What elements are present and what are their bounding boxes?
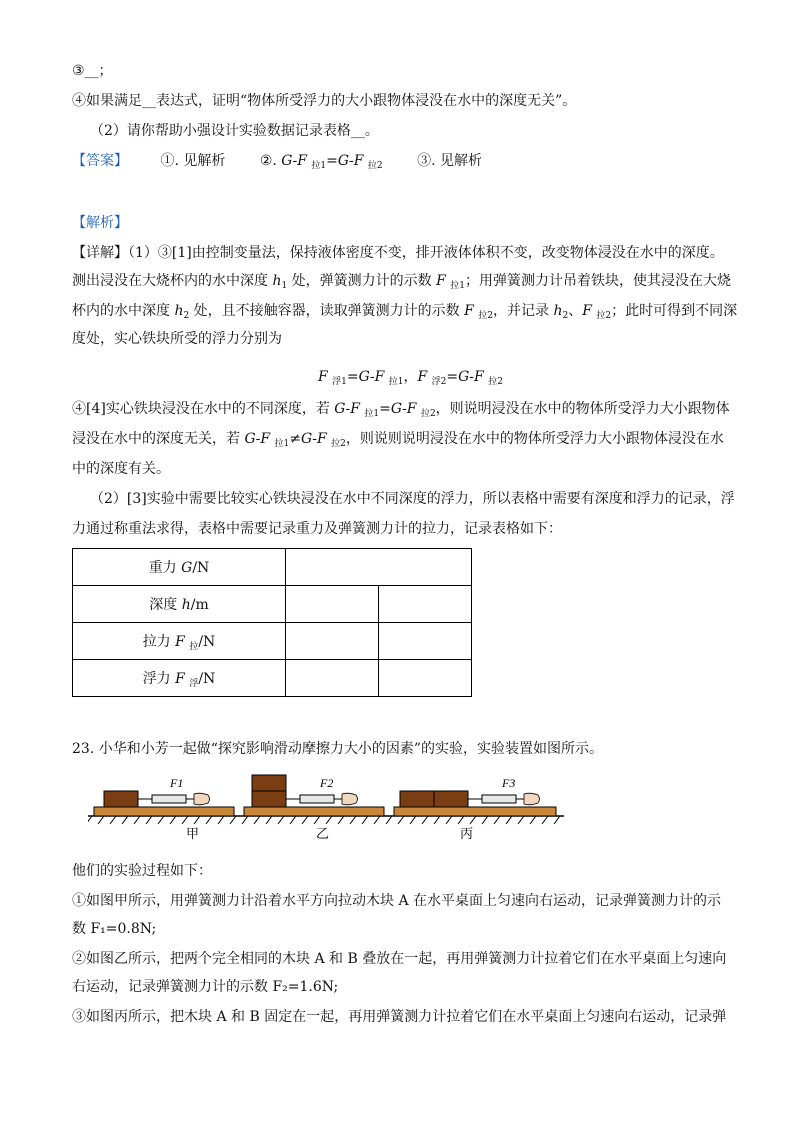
record-table bbox=[72, 548, 472, 697]
table-row bbox=[73, 660, 472, 697]
answer-tag: 【答案】 bbox=[72, 153, 128, 169]
block-a-jia bbox=[104, 791, 138, 807]
friction-experiment-figure bbox=[88, 772, 564, 842]
row-label-depth: 深度 h/m bbox=[73, 586, 286, 623]
detail-line-10: 力通过称重法求得，表格中需要记录重力及弹簧测力计的拉力，记录表格如下： bbox=[72, 521, 562, 537]
label-f1: F1 bbox=[170, 776, 184, 790]
label-f2: F2 bbox=[320, 776, 334, 790]
label-f3: F3 bbox=[502, 776, 516, 790]
table-row bbox=[73, 623, 472, 660]
label-jia: 甲 bbox=[186, 827, 200, 842]
table-cell bbox=[286, 586, 379, 623]
analysis-tag: 【解析】 bbox=[72, 215, 128, 231]
detail-line-1: 【详解】（1）③[1]由控制变量法，保持液体密度不变，排开液体体积不变，改变物体浸没在水中的深度。 bbox=[72, 245, 724, 261]
row-label-buoyancy: 浮力 F $_浮$/N bbox=[73, 660, 286, 697]
question-23: 23. 小华和小芳一起做“探究影响滑动摩擦力大小的因素”的实验，实验装置如图所示。 bbox=[72, 741, 604, 757]
hand-icon bbox=[342, 793, 358, 805]
process-step-2: ②如图乙所示，把两个完全相同的木块 A 和 B 叠放在一起，再用弹簧测力计拉着它们在水平桌面上匀速向 bbox=[72, 951, 727, 967]
label-bing: 丙 bbox=[460, 827, 474, 842]
detail-line-3: 杯内的水中深度 $h_2$ 处，且不接触容器，读取弹簧测力计的示数 F $_{拉2}$，并记录 $h_2$、F $_{拉2}$；此时可得到不同深 bbox=[72, 303, 738, 321]
process-step-1-cont: 数 F₁=0.8N; bbox=[72, 921, 157, 937]
spring-scale-jia bbox=[152, 795, 186, 803]
answer-1: ①. 见解析 bbox=[160, 153, 226, 169]
table-surface bbox=[88, 816, 564, 824]
answer-2: ②. G-F $_{拉1}$=G-F $_{拉2}$ bbox=[259, 153, 383, 171]
buoyancy-formula: F $_{浮1}$=G-F $_{拉1}$，F $_{浮2}$=G-F $_{拉2}$ bbox=[318, 369, 503, 387]
process-step-2-cont: 右运动，记录弹簧测力计的示数 F₂=1.6N; bbox=[72, 979, 339, 995]
board-jia bbox=[94, 807, 234, 816]
table-cell bbox=[379, 623, 472, 660]
spring-scale-bing bbox=[482, 795, 516, 803]
table-row bbox=[73, 549, 472, 586]
board-yi bbox=[244, 807, 384, 816]
board-bing bbox=[394, 807, 556, 816]
detail-line-2: 测出浸没在大烧杯内的水中深度 $h_1$ 处，弹簧测力计的示数 F $_{拉1}$；用弹簧测力计吊着铁块，使其浸没在大烧 bbox=[72, 273, 732, 291]
table-cell bbox=[379, 586, 472, 623]
block-b-bing bbox=[434, 791, 468, 807]
label-yi: 乙 bbox=[316, 827, 330, 842]
table-cell bbox=[286, 660, 379, 697]
block-b-yi bbox=[252, 775, 286, 791]
line-blank-3: ③__； bbox=[72, 63, 113, 79]
block-a-yi bbox=[252, 791, 286, 807]
detail-line-6: ④[4]实心铁块浸没在水中的不同深度，若 G-F $_{拉1}$=G-F $_{拉2}$，则说明浸没在水中的物体所受浮力大小跟物体 bbox=[72, 401, 730, 419]
line-condition-4: ④如果满足__表达式，证明“物体所受浮力的大小跟物体浸没在水中的深度无关”。 bbox=[72, 93, 577, 109]
hand-icon bbox=[194, 793, 210, 805]
process-step-3: ③如图丙所示，把木块 A 和 B 固定在一起，再用弹簧测力计拉着它们在水平桌面上匀速向右运动，记录弹 bbox=[72, 1009, 727, 1025]
process-intro: 他们的实验过程如下： bbox=[72, 863, 212, 879]
detail-line-9: （2）[3]实验中需要比较实心铁块浸没在水中不同深度的浮力，所以表格中需要有深度和浮力的记录，浮 bbox=[90, 491, 735, 507]
line-question-2: （2）请你帮助小强设计实验数据记录表格__。 bbox=[90, 123, 379, 139]
table-cell bbox=[286, 549, 472, 586]
table-row bbox=[73, 586, 472, 623]
answer-3: ③. 见解析 bbox=[417, 153, 483, 169]
table-cell bbox=[286, 623, 379, 660]
detail-line-7: 浸没在水中的深度无关，若 G-F $_{拉1}$≠G-F $_{拉2}$，则说则说明浸没在水中的物体所受浮力大小跟物体浸没在水 bbox=[72, 431, 724, 449]
detail-line-4: 度处，实心铁块所受的浮力分别为 bbox=[72, 331, 282, 347]
hand-icon bbox=[524, 793, 540, 805]
row-label-gravity: 重力 G/N bbox=[73, 549, 286, 586]
process-step-1: ①如图甲所示，用弹簧测力计沿着水平方向拉动木块 A 在水平桌面上匀速向右运动，记录弹簧测力计的示 bbox=[72, 893, 722, 909]
detail-line-8: 中的深度有关。 bbox=[72, 461, 170, 477]
table-cell bbox=[379, 660, 472, 697]
block-a-bing bbox=[400, 791, 434, 807]
answer-line bbox=[72, 150, 482, 177]
row-label-pull: 拉力 F $_拉$/N bbox=[73, 623, 286, 660]
spring-scale-yi bbox=[300, 795, 334, 803]
